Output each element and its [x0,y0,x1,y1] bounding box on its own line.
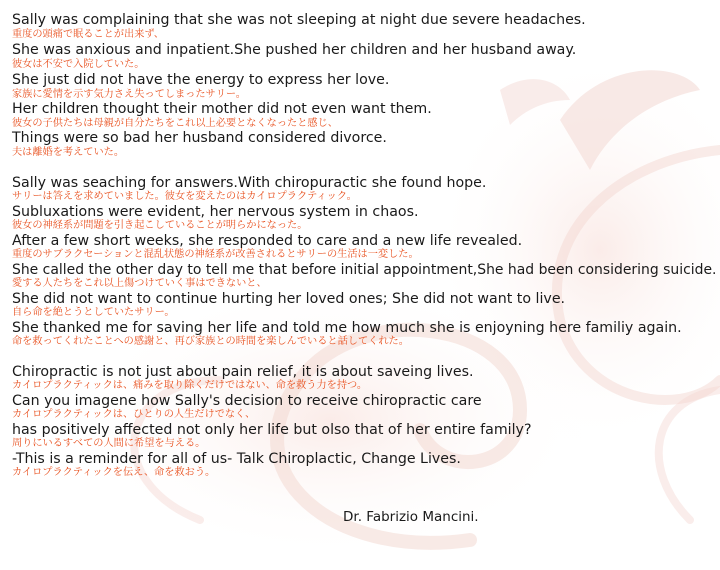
paragraph-2-line-5-english: She did not want to continue hurting her loved ones; She did not want to live. [12,291,566,307]
paragraph-3-line-4-english: -This is a reminder for all of us- Talk Chiroplactic, Change Lives. [12,451,461,467]
paragraph-3-line-2-english: Can you imagene how Sally's decision to receive chiropractic care [12,393,482,409]
paragraph-1-line-3-english: She just did not have the energy to express her love. [12,72,390,88]
paragraph-2-line-1-japanese: サリーは答えを求めていました。彼女を変えたのはカイロプラクティック。 [12,191,357,202]
paragraph-1-line-4-english: Her children thought their mother did not even want them. [12,101,432,117]
paragraph-1-line-1-japanese: 重度の頭痛で眠ることが出来ず、 [12,29,164,40]
paragraph-2-line-4-japanese: 愛する人たちをこれ以上傷つけていく事はできないと、 [12,278,267,289]
paragraph-1-line-3-japanese: 家族に愛情を示す気力さえ失ってしまったサリー。 [12,89,246,100]
paragraph-2-line-4-english: She called the other day to tell me that before initial appointment,She had been considering suicide. [12,262,717,278]
paragraph-2-line-5-japanese: 自ら命を絶とうとしていたサリー。 [12,307,175,318]
paragraph-2-line-1-english: Sally was seaching for answers.With chiropuractic she found hope. [12,175,487,191]
paragraph-2-line-6-english: She thanked me for saving her life and told me how much she is enjoyning here familiy again. [12,320,682,336]
paragraph-1-line-2-english: She was anxious and inpatient.She pushed her children and her husband away. [12,42,577,58]
paragraph-2-line-3-english: After a few short weeks, she responded to care and a new life revealed. [12,233,523,249]
paragraph-3-line-4-japanese: カイロプラクティックを伝え、命を救おう。 [12,467,216,478]
paragraph-3-line-3-japanese: 周りにいるすべての人間に希望を与える。 [12,438,206,449]
paragraph-1-line-4-japanese: 彼女の子供たちは母親が自分たちをこれ以上必要となくなったと感じ、 [12,118,338,129]
paragraph-1-line-2-japanese: 彼女は不安で入院していた。 [12,59,145,70]
paragraph-3-line-2-japanese: カイロプラクティックは、ひとりの人生だけでなく、 [12,409,256,420]
paragraph-1-line-5-japanese: 夫は離婚を考えていた。 [12,147,125,158]
signature: Dr. Fabrizio Mancini. [343,509,479,525]
paragraph-1-line-1-english: Sally was complaining that she was not sleeping at night due severe headaches. [12,12,586,28]
paragraph-3-line-1-japanese: カイロプラクティックは、痛みを取り除くだけではない、命を救う力を持つ。 [12,380,368,391]
paragraph-3-line-1-english: Chiropractic is not just about pain relief, it is about saveing lives. [12,364,474,380]
paragraph-2-line-3-japanese: 重度のサブラクセーションと混乱状態の神経系が改善されるとサリーの生活は一変した。 [12,249,419,260]
paragraph-2-line-2-english: Subluxations were evident, her nervous system in chaos. [12,204,419,220]
paragraph-2-line-6-japanese: 命を救ってくれたことへの感謝と、再び家族との時間を楽しんでいると話してくれた。 [12,336,409,347]
paragraph-1-line-5-english: Things were so bad her husband considered divorce. [12,130,387,146]
paragraph-2-line-2-japanese: 彼女の神経系が問題を引き起こしていることが明らかになった。 [12,220,308,231]
paragraph-3-line-3-english: has positively affected not only her life but olso that of her entire family? [12,422,532,438]
